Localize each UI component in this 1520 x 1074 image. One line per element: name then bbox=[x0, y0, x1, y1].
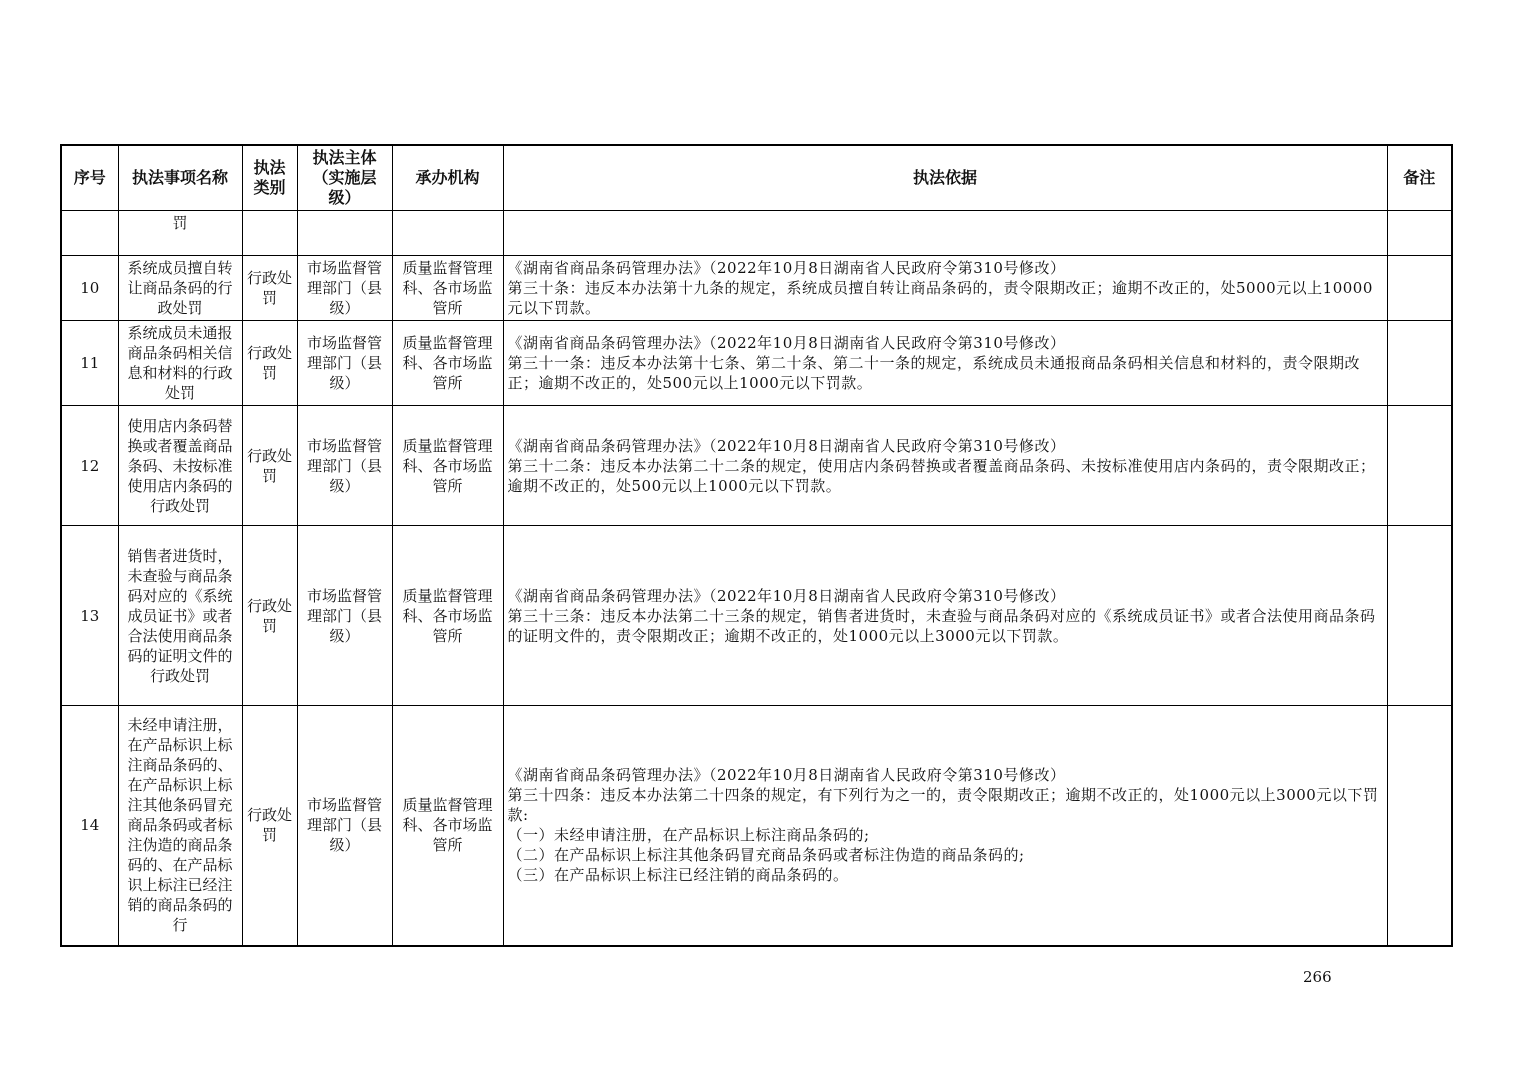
row-note bbox=[1387, 406, 1452, 526]
basis-line: 《湖南省商品条码管理办法》（2022年10月8日湖南省人民政府令第310号修改） bbox=[507, 586, 1066, 605]
header-no: 序号 bbox=[61, 145, 118, 211]
basis-line: 《湖南省商品条码管理办法》（2022年10月8日湖南省人民政府令第310号修改） bbox=[507, 766, 1066, 785]
basis-line: 《湖南省商品条码管理办法》（2022年10月8日湖南省人民政府令第310号修改） bbox=[507, 259, 1066, 277]
row-note bbox=[1387, 211, 1452, 256]
row-no bbox=[61, 211, 118, 256]
table-row bbox=[61, 526, 1452, 706]
row-subject: 市场监督管理部门（县级） bbox=[297, 321, 392, 406]
row-basis bbox=[503, 321, 1387, 406]
basis-line: （三）在产品标识上标注已经注销的商品条码的。 bbox=[507, 866, 849, 885]
row-org: 质量监督管理科、各市场监管所 bbox=[392, 321, 503, 406]
row-basis bbox=[503, 706, 1387, 946]
row-basis bbox=[503, 526, 1387, 706]
header-basis: 执法依据 bbox=[503, 145, 1387, 211]
header-note: 备注 bbox=[1387, 145, 1452, 211]
row-name: 销售者进货时，未查验与商品条码对应的《系统成员证书》或者合法使用商品条码的证明文件的行政处罚 bbox=[118, 526, 242, 706]
basis-line: 第三十四条：违反本办法第二十四条的规定，有下列行为之一的，责令限期改正；逾期不改正的，处1000元以上3000元以下罚款: bbox=[507, 786, 1379, 825]
table-row bbox=[61, 256, 1452, 321]
row-basis bbox=[503, 406, 1387, 526]
row-org: 质量监督管理科、各市场监管所 bbox=[392, 406, 503, 526]
row-org: 质量监督管理科、各市场监管所 bbox=[392, 256, 503, 321]
row-no: 10 bbox=[61, 256, 118, 321]
basis-line: 第三十一条：违反本办法第十七条、第二十条、第二十一条的规定，系统成员未通报商品条码相关信息和材料的，责令限期改正；逾期不改正的，处500元以上1000元以下罚款。 bbox=[507, 354, 1361, 392]
row-name: 系统成员擅自转让商品条码的行政处罚 bbox=[118, 256, 242, 321]
table-row bbox=[61, 406, 1452, 526]
row-name: 罚 bbox=[118, 211, 242, 256]
row-name: 未经申请注册，在产品标识上标注商品条码的、在产品标识上标注其他条码冒充商品条码或者标注伪造的商品条码的、在产品标识上标注已经注销的商品条码的行 bbox=[118, 706, 242, 946]
header-row bbox=[61, 145, 1452, 211]
row-type: 行政处罚 bbox=[242, 321, 297, 406]
row-no: 11 bbox=[61, 321, 118, 406]
row-note bbox=[1387, 526, 1452, 706]
enforcement-table bbox=[60, 144, 1453, 947]
header-name: 执法事项名称 bbox=[118, 145, 242, 211]
table-row bbox=[61, 211, 1452, 256]
row-type bbox=[242, 211, 297, 256]
row-subject: 市场监督管理部门（县级） bbox=[297, 706, 392, 946]
row-subject: 市场监督管理部门（县级） bbox=[297, 256, 392, 321]
row-org bbox=[392, 211, 503, 256]
header-type: 执法类别 bbox=[242, 145, 297, 211]
row-note bbox=[1387, 706, 1452, 946]
table-row bbox=[61, 706, 1452, 946]
basis-line: 第三十三条：违反本办法第二十三条的规定，销售者进货时，未查验与商品条码对应的《系统成员证书》或者合法使用商品条码的证明文件的，责令限期改正；逾期不改正的，处1000元以上3000元以下罚款。 bbox=[507, 606, 1376, 645]
row-type: 行政处罚 bbox=[242, 256, 297, 321]
basis-line: （二）在产品标识上标注其他条码冒充商品条码或者标注伪造的商品条码的; bbox=[507, 846, 1025, 865]
page-number: 266 bbox=[1303, 968, 1332, 986]
table-row bbox=[61, 321, 1452, 406]
basis-line: （一）未经申请注册，在产品标识上标注商品条码的; bbox=[507, 826, 870, 845]
row-name: 使用店内条码替换或者覆盖商品条码、未按标准使用店内条码的行政处罚 bbox=[118, 406, 242, 526]
row-note bbox=[1387, 256, 1452, 321]
row-basis bbox=[503, 256, 1387, 321]
row-type: 行政处罚 bbox=[242, 706, 297, 946]
row-basis bbox=[503, 211, 1387, 256]
row-name: 系统成员未通报商品条码相关信息和材料的行政处罚 bbox=[118, 321, 242, 406]
row-subject bbox=[297, 211, 392, 256]
row-no: 13 bbox=[61, 526, 118, 706]
row-type: 行政处罚 bbox=[242, 526, 297, 706]
row-subject: 市场监督管理部门（县级） bbox=[297, 406, 392, 526]
row-no: 12 bbox=[61, 406, 118, 526]
basis-line: 第三十条：违反本办法第十九条的规定，系统成员擅自转让商品条码的，责令限期改正；逾期不改正的，处5000元以上10000元以下罚款。 bbox=[507, 279, 1373, 317]
header-subject: 执法主体（实施层级） bbox=[297, 145, 392, 211]
row-no: 14 bbox=[61, 706, 118, 946]
row-type: 行政处罚 bbox=[242, 406, 297, 526]
basis-line: 《湖南省商品条码管理办法》（2022年10月8日湖南省人民政府令第310号修改） bbox=[507, 436, 1066, 455]
row-org: 质量监督管理科、各市场监管所 bbox=[392, 706, 503, 946]
row-org: 质量监督管理科、各市场监管所 bbox=[392, 526, 503, 706]
basis-line: 第三十二条：违反本办法第二十二条的规定，使用店内条码替换或者覆盖商品条码、未按标准使用店内条码的，责令限期改正；逾期不改正的，处500元以上1000元以下罚款。 bbox=[507, 456, 1376, 495]
row-note bbox=[1387, 321, 1452, 406]
header-org: 承办机构 bbox=[392, 145, 503, 211]
basis-line: 《湖南省商品条码管理办法》（2022年10月8日湖南省人民政府令第310号修改） bbox=[507, 334, 1066, 352]
row-subject: 市场监督管理部门（县级） bbox=[297, 526, 392, 706]
